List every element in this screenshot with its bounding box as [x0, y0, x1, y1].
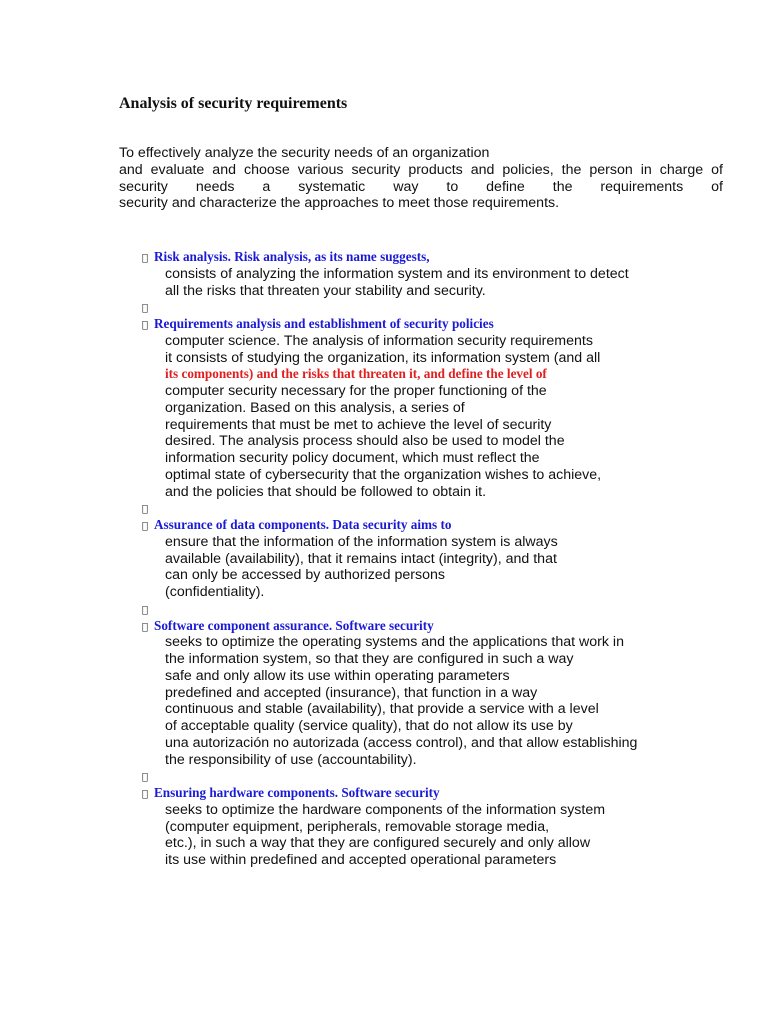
body-line: requirements that must be met to achieve the level of security	[165, 416, 552, 433]
empty-bullet	[142, 299, 702, 316]
intro-paragraph	[119, 145, 723, 212]
bullet-icon	[142, 251, 154, 268]
body-line: can only be accessed by authorized persons	[165, 567, 445, 584]
body-line: organization. Based on this analysis, a series of	[165, 399, 465, 416]
intro-line: To effectively analyze the security needs of an organization	[119, 145, 490, 161]
highlighted-line: its components) and the risks that threaten it, and define the level of	[165, 366, 547, 382]
body-line: the information system, so that they are configured in such a way	[165, 651, 574, 667]
body-line: continuous and stable (availability), that provide a service with a level	[165, 701, 599, 718]
intro-line: security and characterize the approaches to meet those requirements.	[119, 195, 560, 212]
body-line: all the risks that threaten your stability and security.	[165, 282, 486, 299]
body-line: the responsibility of use (accountability).	[165, 751, 417, 768]
intro-line: and evaluate and choose various security products and policies, the person in charge of	[119, 161, 723, 178]
section-heading	[142, 618, 702, 635]
section-heading-text: Software component assurance. Software security	[154, 617, 434, 633]
section-heading	[142, 785, 702, 802]
body-line: computer security necessary for the proper functioning of the	[165, 383, 547, 399]
section-heading	[142, 316, 702, 333]
body-line: computer science. The analysis of information security requirements	[165, 332, 593, 349]
body-line: seeks to optimize the hardware components of the information system	[165, 801, 606, 818]
intro-line: security needs a systematic way to define the requirements of	[119, 178, 723, 195]
body-line: ensure that the information of the information system is always	[165, 533, 558, 550]
section-heading-text: Ensuring hardware components. Software security	[154, 785, 440, 800]
section-heading-text: Requirements analysis and establishment of security policies	[154, 316, 494, 331]
body-line: it consists of studying the organization, its information system (and all	[165, 349, 601, 366]
body-line: (computer equipment, peripherals, removable storage media,	[165, 818, 550, 835]
section-heading	[142, 517, 702, 534]
body-line: desired. The analysis process should also be used to model the	[165, 433, 565, 450]
bullet-icon	[142, 620, 154, 637]
bullet-icon	[142, 318, 154, 335]
body-line: optimal state of cybersecurity that the organization wishes to achieve,	[165, 466, 602, 483]
empty-bullet	[142, 768, 702, 785]
bullet-icon	[142, 787, 154, 804]
bullet-list	[142, 249, 702, 869]
body-line: information security policy document, which must reflect the	[165, 450, 540, 466]
body-line: etc.), in such a way that they are configured securely and only allow	[165, 835, 591, 852]
section-heading-text: Assurance of data components. Data security aims to	[154, 517, 452, 532]
section-heading	[142, 249, 702, 266]
body-line: (confidentiality).	[165, 584, 265, 600]
body-line: consists of analyzing the information system and its environment to detect	[165, 265, 629, 282]
body-line: its use within predefined and accepted operational parameters	[165, 852, 557, 868]
bullet-icon	[142, 603, 154, 620]
empty-bullet	[142, 500, 702, 517]
empty-bullet	[142, 601, 702, 618]
page-title: Analysis of security requirements	[119, 95, 348, 112]
body-line: and the policies that should be followed to obtain it.	[165, 483, 487, 500]
section-heading-text: Risk analysis. Risk analysis, as its name suggests,	[154, 249, 430, 264]
body-line: seeks to optimize the operating systems and the applications that work in	[165, 634, 624, 651]
body-line: safe and only allow its use within operating parameters	[165, 667, 510, 684]
body-line: of acceptable quality (service quality), that do not allow its use by	[165, 718, 573, 734]
body-line: predefined and accepted (insurance), that function in a way	[165, 684, 538, 701]
body-line: una autorización no autorizada (access control), and that allow establishing	[165, 734, 638, 751]
bullet-icon	[142, 519, 154, 536]
body-line: available (availability), that it remains intact (integrity), and that	[165, 550, 557, 567]
